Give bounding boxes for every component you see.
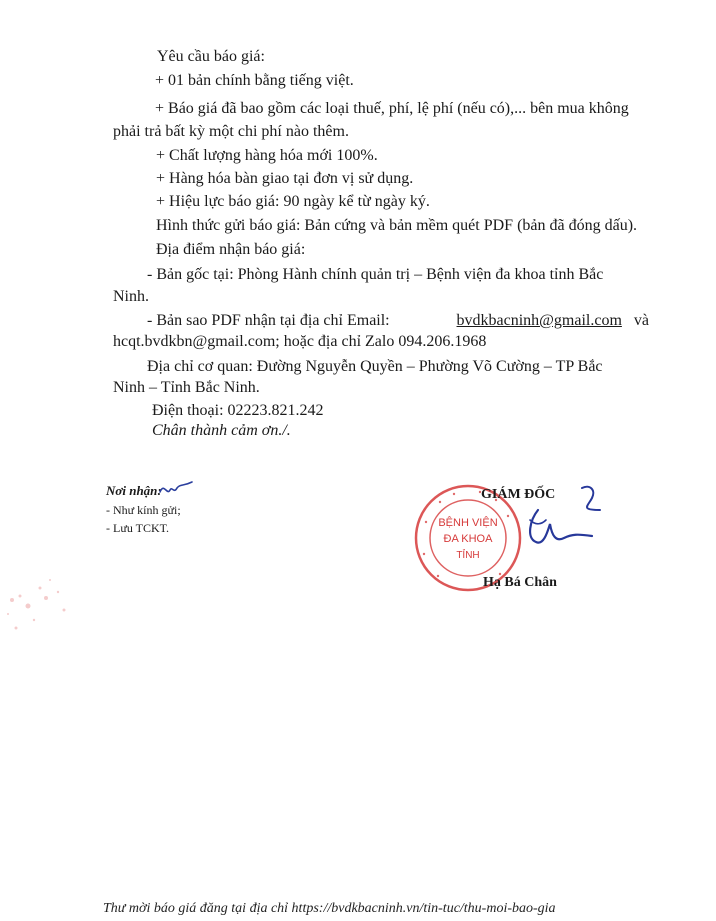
- office-address-line2: Ninh – Tỉnh Bắc Ninh.: [113, 379, 260, 396]
- initial-mark-icon: [158, 478, 194, 500]
- submission-method: Hình thức gửi báo giá: Bản cứng và bản mềm quét PDF (bản đã đóng dấu).: [156, 217, 638, 234]
- requirement-original-copy: + 01 bản chính bằng tiếng việt.: [155, 72, 354, 89]
- footer-note: Thư mời báo giá đăng tại địa chỉ https://bvdkbacninh.vn/tin-tuc/thu-moi-bao-gia: [103, 901, 556, 916]
- original-location-line2: Ninh.: [113, 288, 149, 305]
- red-ink-smudge-icon: [0, 570, 90, 640]
- office-address-line1: Địa chỉ cơ quan: Đường Nguyễn Quyền – Phường Võ Cường – TP Bắc: [147, 358, 603, 375]
- closing-thanks: Chân thành cảm ơn./.: [152, 422, 291, 439]
- phone-number: Điện thoại: 02223.821.242: [152, 402, 324, 419]
- requirement-validity: + Hiệu lực báo giá: 90 ngày kể từ ngày ký.: [156, 193, 430, 210]
- pdf-copy-line1: [147, 311, 649, 331]
- requirement-taxes-line1: + Báo giá đã bao gồm các loại thuế, phí, lệ phí (nếu có),... bên mua không: [155, 100, 629, 117]
- pdf-copy-prefix: - Bản sao PDF nhận tại địa chỉ Email:: [147, 312, 390, 329]
- handwritten-signature-icon: [500, 480, 610, 560]
- seal-text-2: ĐA KHOA: [443, 533, 493, 545]
- requirement-taxes-line2: phải trả bất kỳ một chi phí nào thêm.: [113, 123, 349, 140]
- seal-text-1: BỆNH VIỆN: [438, 517, 498, 529]
- original-location-line1: - Bản gốc tại: Phòng Hành chính quản trị – Bệnh viện đa khoa tỉnh Bắc: [147, 266, 604, 283]
- receiving-location-heading: Địa điểm nhận báo giá:: [156, 241, 306, 258]
- requirement-quality: + Chất lượng hàng hóa mới 100%.: [156, 147, 378, 164]
- pdf-copy-suffix: và: [633, 312, 649, 329]
- pdf-copy-line2: hcqt.bvdkbn@gmail.com; hoặc địa chỉ Zalo 094.206.1968: [113, 333, 487, 350]
- seal-text-3: TỈNH: [456, 550, 480, 561]
- quote-request-heading: Yêu cầu báo giá:: [157, 48, 265, 65]
- signatory-name: Hạ Bá Chân: [483, 575, 557, 590]
- recipients-title: Nơi nhận:: [106, 483, 162, 498]
- requirement-delivery: + Hàng hóa bàn giao tại đơn vị sử dụng.: [156, 170, 414, 187]
- email-link-primary[interactable]: bvdkbacninh@gmail.com: [456, 312, 622, 329]
- recipient-item-1: - Như kính gửi;: [106, 503, 181, 517]
- signatory-role: GIÁM ĐỐC: [481, 487, 556, 502]
- recipient-item-2: - Lưu TCKT.: [106, 521, 170, 535]
